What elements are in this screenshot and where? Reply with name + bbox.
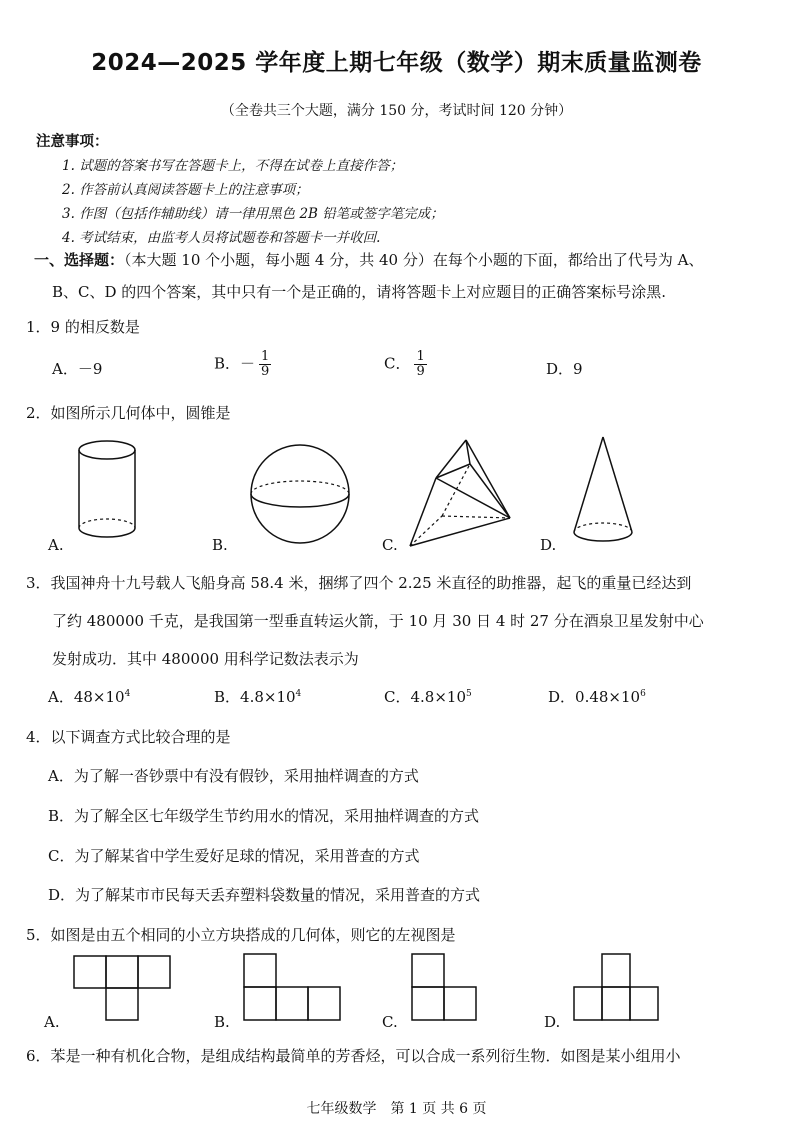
- q3-option-d: [548, 686, 646, 707]
- fraction-numerator: 1: [416, 349, 425, 364]
- note-item: 1. 试题的答案书写在答题卡上，不得在试卷上直接作答；: [62, 158, 404, 174]
- exponent: 4: [295, 689, 302, 699]
- exponent: 5: [466, 689, 472, 699]
- q4-stem: 4．以下调查方式比较合理的是: [26, 728, 231, 746]
- section1-line1: （本大题 10 个小题，每小题 4 分，共 40 分）在每个小题的下面，都给出了代号为 A、: [124, 251, 704, 269]
- q3-option-b: [214, 686, 301, 707]
- q3-option-b-base: B．4.8×10: [214, 688, 296, 706]
- notes-heading: 注意事项：: [36, 134, 109, 150]
- q4-option-d: D．为了解某市市民每天丢弃塑料袋数量的情况，采用普查的方式: [48, 886, 481, 904]
- q5-stem: 5．如图是由五个相同的小立方块搭成的几何体，则它的左视图是: [26, 926, 456, 944]
- view-figure-a: [72, 954, 174, 1024]
- exam-info: （全卷共三个大题，满分 150 分，考试时间 120 分钟）: [220, 103, 573, 119]
- q2-option-b: B.: [212, 536, 228, 554]
- view-figure-b: [242, 950, 344, 1024]
- fraction-numerator: 1: [261, 349, 270, 364]
- note-item: 3. 作图（包括作辅助线）请一律用黑色 2B 铅笔或签字笔完成；: [62, 206, 444, 222]
- q1-option-a: A．－9: [52, 360, 103, 378]
- q5-option-c: C.: [382, 1013, 398, 1031]
- q1-stem: 1．9 的相反数是: [26, 318, 140, 336]
- q1-option-d: D．9: [546, 360, 583, 378]
- q6-line1: 6．苯是一种有机化合物，是组成结构最简单的芳香烃，可以合成一系列衍生物．如图是某小组用小: [26, 1047, 681, 1065]
- q1-option-c-label: C．: [384, 354, 411, 373]
- q2-option-d: D.: [540, 536, 557, 554]
- q4-option-a: A．为了解一沓钞票中有没有假钞，采用抽样调查的方式: [48, 767, 419, 785]
- cone-figure: [568, 434, 638, 548]
- cylinder-figure: [74, 436, 140, 548]
- q3-option-c-base: C．4.8×10: [384, 688, 466, 706]
- page-footer: 七年级数学 第 1 页 共 6 页: [306, 1101, 487, 1117]
- page-title: 2024—2025 学年度上期七年级（数学）期末质量监测卷: [91, 50, 702, 76]
- exponent: 4: [124, 689, 131, 699]
- q1-option-c: [384, 350, 427, 379]
- note-item: 2. 作答前认真阅读答题卡上的注意事项；: [62, 182, 309, 198]
- q4-option-c: C．为了解某省中学生爱好足球的情况，采用普查的方式: [48, 847, 420, 865]
- q3-option-c: [384, 686, 472, 707]
- note-item: 4. 考试结束，由监考人员将试题卷和答题卡一并收回.: [62, 230, 381, 246]
- sphere-figure: [248, 442, 352, 546]
- q3-line1: 3．我国神舟十九号载人飞船身高 58.4 米，捆绑了四个 2.25 米直径的助推器，起飞的重量已经达到: [26, 574, 692, 592]
- section1-heading-line: [34, 244, 703, 277]
- q5-option-b: B.: [214, 1013, 230, 1031]
- q2-stem: 2．如图所示几何体中，圆锥是: [26, 404, 231, 422]
- q3-option-a-base: A．48×10: [48, 688, 125, 706]
- section1-line2: B、C、D 的四个答案，其中只有一个是正确的，请将答题卡上对应题目的正确答案标号涂黑.: [52, 283, 667, 301]
- fraction-denominator: 9: [261, 364, 270, 379]
- q1-option-b: [214, 350, 271, 379]
- q5-option-a: A.: [44, 1013, 60, 1031]
- section1-heading: 一、选择题：: [34, 251, 125, 269]
- q4-option-b: B．为了解全区七年级学生节约用水的情况，采用抽样调查的方式: [48, 807, 480, 825]
- q3-line2: 了约 480000 千克，是我国第一型垂直转运火箭，于 10 月 30 日 4 时 27 分在酒泉卫星发射中心: [52, 612, 704, 630]
- view-figure-c: [408, 950, 480, 1024]
- q3-option-d-base: D．0.48×10: [548, 688, 641, 706]
- exponent: 6: [640, 689, 646, 699]
- prism-figure: [404, 436, 518, 552]
- q3-option-a: [48, 686, 130, 707]
- fraction-denominator: 9: [416, 364, 425, 379]
- q1-option-b-fraction: [259, 350, 271, 379]
- view-figure-d: [572, 950, 662, 1024]
- q2-option-c: C.: [382, 536, 398, 554]
- q1-option-c-fraction: [414, 350, 426, 379]
- q3-line3: 发射成功．其中 480000 用科学记数法表示为: [52, 650, 359, 668]
- q5-option-d: D.: [544, 1013, 561, 1031]
- q2-option-a: A.: [48, 536, 64, 554]
- q1-option-b-label: B．－: [214, 354, 256, 373]
